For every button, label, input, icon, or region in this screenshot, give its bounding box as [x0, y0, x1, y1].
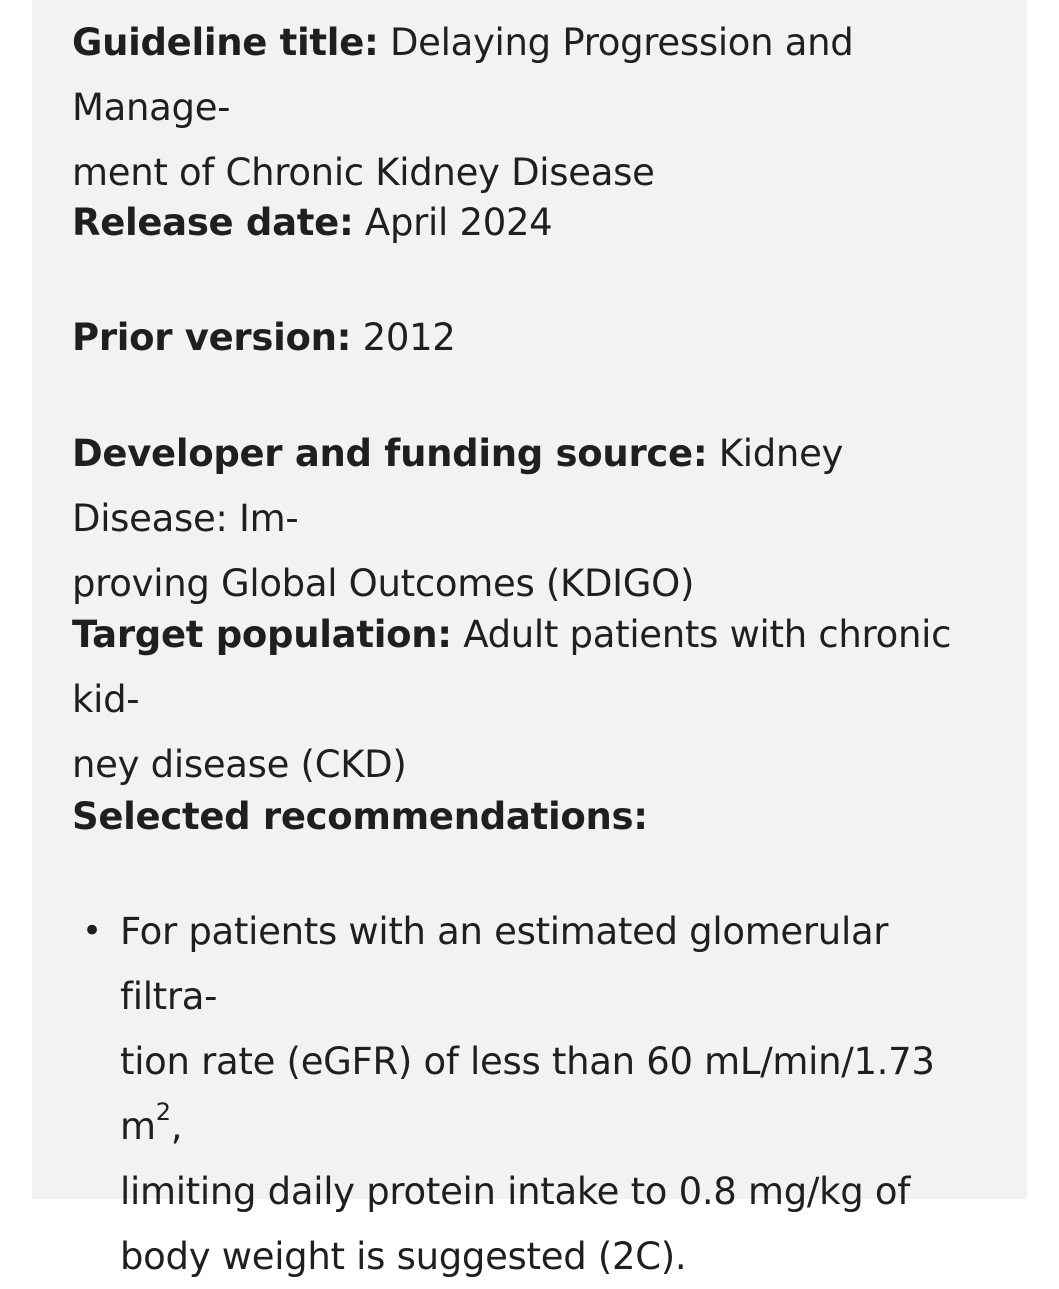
- recommendation-line-2-comma: ,: [170, 1105, 183, 1148]
- target-population-line-1: [72, 602, 972, 732]
- recommendation-line-2: [120, 1029, 985, 1159]
- recommendation-line-3: limiting daily protein intake to 0.8 mg/kg of: [120, 1170, 910, 1213]
- developer-value-1: Kidney Disease: Im-: [72, 432, 844, 540]
- target-population-label: Target population:: [72, 613, 452, 656]
- guideline-title-label: Guideline title:: [72, 21, 379, 64]
- prior-version-field: [72, 305, 972, 370]
- developer-label: Developer and funding source:: [72, 432, 708, 475]
- guideline-summary-panel: [32, 0, 1027, 1278]
- target-population-value-2: ney disease (CKD): [72, 743, 407, 786]
- recommendation-text: [120, 899, 985, 1289]
- recommendation-line-2-text: tion rate (eGFR) of less than 60 mL/min/1.73 m: [120, 1040, 935, 1148]
- developer-value-2: proving Global Outcomes (KDIGO): [72, 562, 695, 605]
- guideline-title-field: [72, 10, 972, 205]
- release-date-field: [72, 190, 972, 255]
- recommendation-superscript: 2: [155, 1097, 171, 1126]
- recommendation-line-4: body weight is suggested (2C).: [120, 1235, 687, 1278]
- bullet-icon: •: [82, 911, 102, 951]
- prior-version-label: Prior version:: [72, 316, 352, 359]
- target-population-field: [72, 602, 972, 797]
- guideline-title-line-1: [72, 10, 972, 140]
- release-date-value: April 2024: [353, 201, 553, 244]
- developer-field: [72, 421, 972, 616]
- guideline-title-value-2: ment of Chronic Kidney Disease: [72, 151, 655, 194]
- target-population-value-1: Adult patients with chronic kid-: [72, 613, 952, 721]
- recommendation-line-1: For patients with an estimated glomerular filtra-: [120, 910, 889, 1018]
- guideline-title-value-1: Delaying Progression and Manage-: [72, 21, 854, 129]
- selected-recommendations-field: [72, 784, 972, 849]
- release-date-label: Release date:: [72, 201, 354, 244]
- prior-version-value: 2012: [351, 316, 456, 359]
- developer-line-1: [72, 421, 972, 551]
- selected-recommendations-label: Selected recommendations:: [72, 795, 648, 838]
